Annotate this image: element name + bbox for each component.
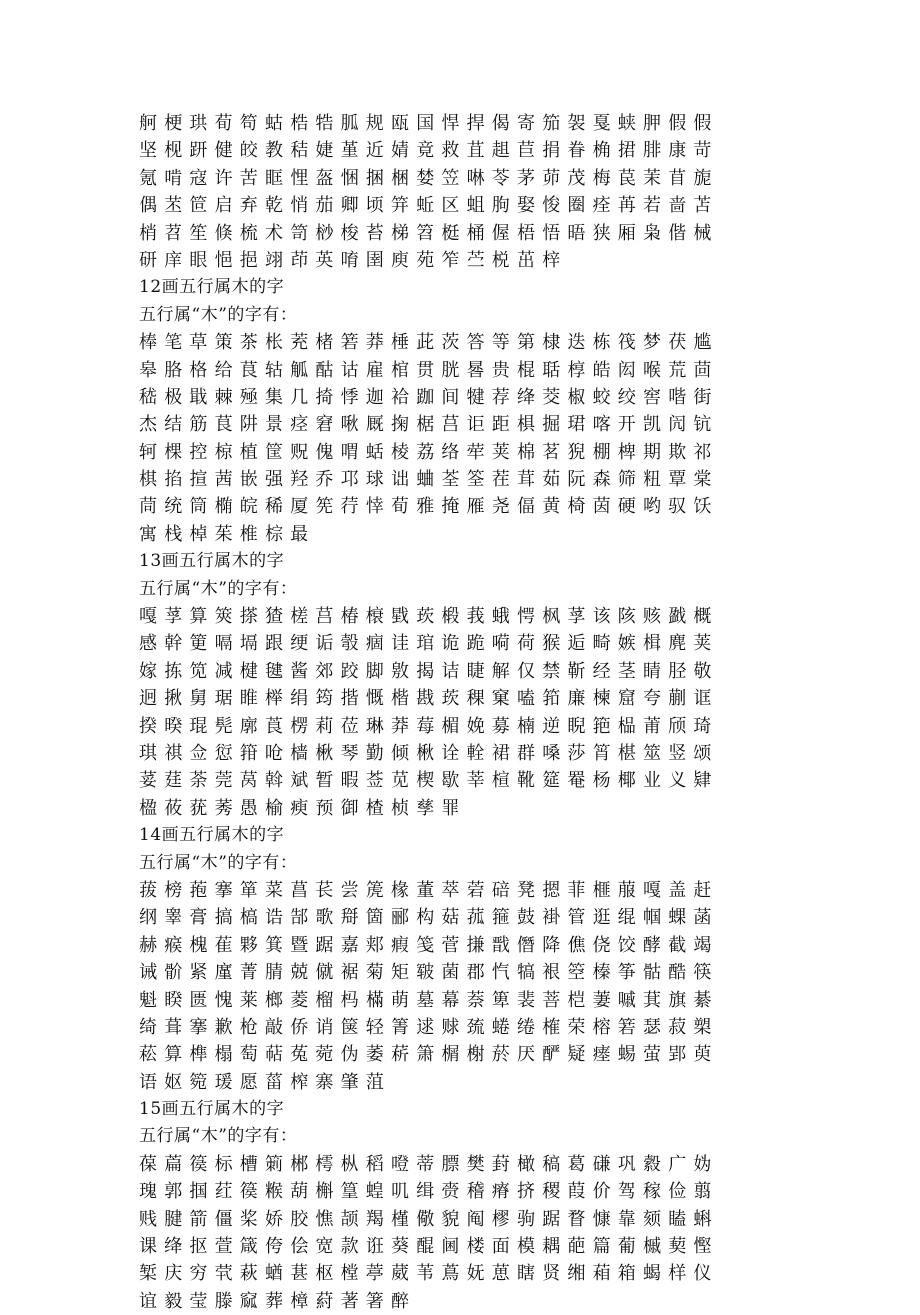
character-line: 谊毅莹滕窳葬樟葤著箸醉 bbox=[139, 1290, 417, 1312]
character-line: 嘎莩算筴搽猹槎莒椿榱戥莰椴莪蛾愕枫莩该陔赅戤概 bbox=[139, 606, 719, 628]
character-line: 菘算榫榻萄萜菟菀伪萎菥箫榍榭菸厌酽疑瘗蜴萤郢萸 bbox=[139, 1044, 719, 1066]
character-line: 梢苕笙倏梳术笥桫梭苔梯笤梃桶偓梧悟晤狭厢枭偕械 bbox=[139, 222, 719, 244]
character-line: 坚枧趼健皎教秸婕堇近婧竟救苴趄苣捐眷桷捃腓康苛 bbox=[139, 140, 719, 162]
character-line: 语妪箢瑗愿菑榨寨肇菹 bbox=[139, 1071, 391, 1093]
character-line: 轲棵控椋植筐贶傀喟蛞棱荔络荦荚棉茗猊棚椑期欺祁 bbox=[139, 441, 719, 463]
character-line: 楹莜莸莠愚榆瘐预御楂桢孳罪 bbox=[139, 797, 467, 819]
character-line: 棒笔草策茶枨茺楮箬莽棰茈茨答等第棣迭栋筏梦茯尴 bbox=[139, 332, 719, 354]
character-line: 舸梗珙荀笱蛄梏牿胍规瓯国悍捍偈寄笳袈戛蛱胛假假 bbox=[139, 113, 719, 134]
character-line: 杰结筋茛阱景痉窘啾厩掬椐莒讵距椇掘珺喀开凯闶钪 bbox=[139, 414, 719, 436]
section-subheading: 五行属“木”的字有： bbox=[139, 304, 298, 325]
character-line: 菝榜菢搴箪菜菖苌尝箎椽董萃菪碚凳摁菲榧菔嘎盖赶 bbox=[139, 879, 719, 901]
character-line: 茼统筒椭皖稀厦筅荇悻荀雅掩雁尧偪黄椅茵硬哟驭饫 bbox=[139, 496, 719, 518]
section-heading: 12画五行属木的字 bbox=[139, 277, 285, 298]
character-line: 贱腱箭僵桨娇胶憔颉羯槿儆貌阄樛驹踞瞀慷靠颏瞌蝌 bbox=[139, 1208, 719, 1230]
character-line: 偶苤笸启弃乾悄茄卿顷笄蚯区蛆朐娶悛圈痊苒若啬苫 bbox=[139, 195, 719, 217]
section-subheading: 五行属“木”的字有： bbox=[139, 852, 298, 873]
section-heading: 13画五行属木的字 bbox=[139, 551, 285, 572]
document-body bbox=[139, 110, 789, 1315]
character-line: 嫁拣笕减楗毽酱郊跤脚敫揭诘睫解仅禁靳经茎睛胫敬 bbox=[139, 660, 719, 682]
character-line: 魁睽匮愧莱榔菱榴杩樠萌墓幕萘箄裴菩桤萋嘁萁旗綦 bbox=[139, 989, 719, 1011]
character-line: 琪祺佥愆箝呛樯楸琴勤倾楸诠輇裙群嗓莎筲椹筮竖颂 bbox=[139, 742, 719, 764]
character-line: 皋胳格给茛轱觚酤诂雇棺贯胱晷贵棍聒椁皓闳喉荒茴 bbox=[139, 359, 719, 381]
section bbox=[139, 110, 789, 274]
section-subheading: 五行属“木”的字有： bbox=[139, 1126, 298, 1147]
section-subheading: 五行属“木”的字有： bbox=[139, 578, 298, 599]
character-line: 嵇极戢棘殛集几掎悸迦袷跏间犍荐绛茭椒蛟绞窖喈街 bbox=[139, 386, 719, 408]
character-line: 椠庆穷茕萩蝤葚枢樘葶葳苇蔦妩葸瞎贤缃葙箱蝎样仪 bbox=[139, 1263, 719, 1285]
character-line: 感幹筻嗝塥跟绠诟彀痼诖琯诡跪嗬荷猴逅畸嫉楫麂荚 bbox=[139, 633, 719, 655]
character-line: 诫骱紧廑菁腈兢僦裾菊矩皲菌郡忾犒裉箜榛筝骷酷筷 bbox=[139, 962, 719, 984]
character-line: 绮葺搴歉枪敲侨诮箧轻箐逑赇巯蜷绻榷荣榕箬瑟菽槊 bbox=[139, 1016, 719, 1038]
character-line: 荽莛荼莞莴斡斌暂暇莶苋楔歇莘楦靴筵罨杨椰业义肄 bbox=[139, 770, 719, 792]
character-line: 棋掐揎茜嵌强羟乔邛球诎蛐荃筌茬茸茹阮森筛粈覃棠 bbox=[139, 469, 719, 491]
character-line: 赫瘊槐萑夥箕暨踞嘉郏瘕笺菅搛戬僭降僬侥饺酵截竭 bbox=[139, 934, 719, 956]
character-line: 寓栈棹茱椎棕最 bbox=[139, 523, 316, 545]
character-line: 纲睾膏搞槁诰郜歌搿箇郦构菇菰箍鼓褂管逛绲帼蜾菡 bbox=[139, 907, 719, 929]
character-line: 氪啃寇许苦眶悝盔悃捆梱婪笠啉苓茅茆茂梅苠茉苜旎 bbox=[139, 167, 719, 189]
section bbox=[139, 1096, 789, 1315]
character-line: 揆暌琨髡廓莨楞莉莅琳莽莓楣娩募楠逆睨筢榀莆颀琦 bbox=[139, 715, 719, 737]
character-line: 瑰郭掴荭篌糇葫槲篁蝗叽缉赍稽瘠挤稷葭价驾稼俭翦 bbox=[139, 1181, 719, 1203]
section bbox=[139, 822, 789, 1096]
section bbox=[139, 548, 789, 822]
section bbox=[139, 274, 789, 548]
section-heading: 15画五行属木的字 bbox=[139, 1099, 285, 1120]
character-line: 课绛抠萱箴侉侩宽款诳葵醌阃楼面模耦葩篇葡槭葜慳 bbox=[139, 1236, 719, 1258]
section-heading: 14画五行属木的字 bbox=[139, 825, 285, 846]
character-line: 迥揪舅琚睢榉绢筠揩慨楷戡莰稞窠嗑筘廉楝窟夸蒯诓 bbox=[139, 688, 719, 710]
character-line: 葆萹篌标槽箣郴樗枞稻噔蒂膘樊葑橄稿葛磏巩縠广妫 bbox=[139, 1153, 719, 1175]
character-line: 研庠眼悒挹翊茚英唷圉庾苑笮苎棁茁梓 bbox=[139, 249, 568, 271]
